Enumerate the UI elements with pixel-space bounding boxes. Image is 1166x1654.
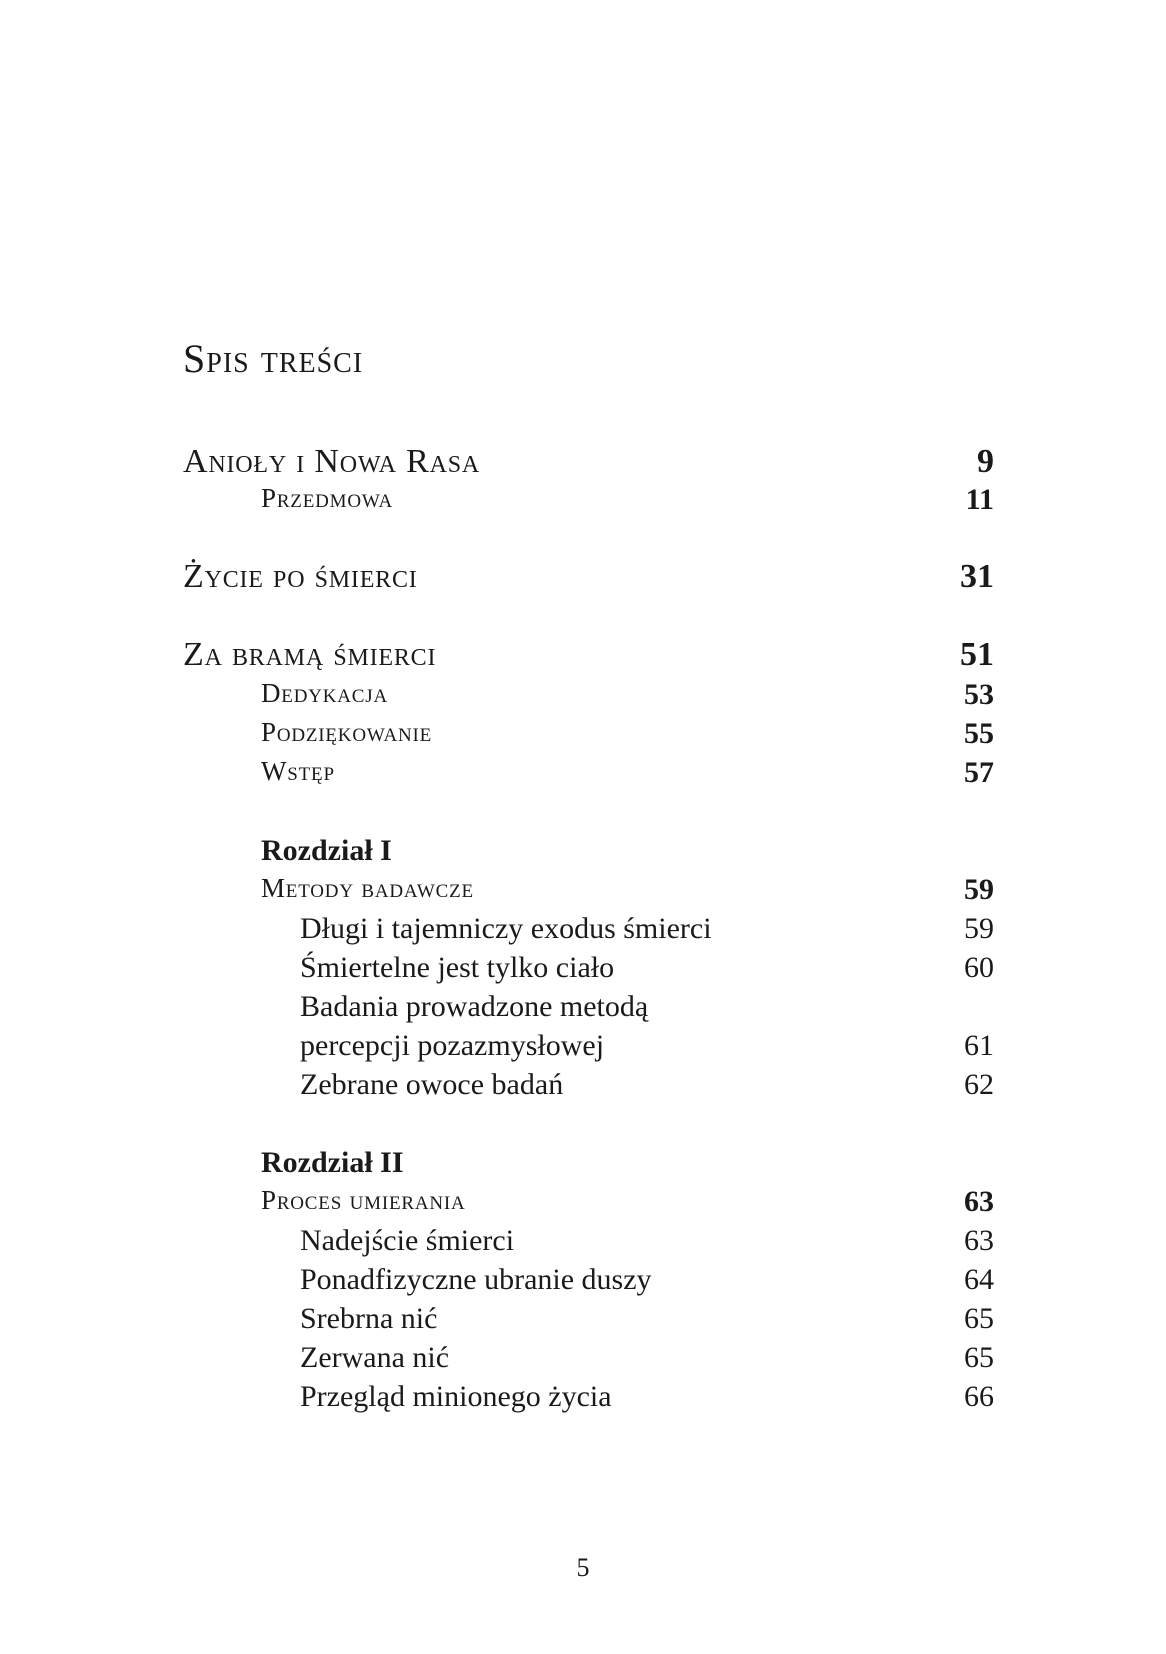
toc-entry-page: 61 bbox=[964, 1029, 994, 1062]
toc-entry-page: 9 bbox=[977, 443, 994, 480]
toc-entry-page: 51 bbox=[960, 636, 994, 673]
toc-entry-title: Metody badawcze bbox=[261, 873, 474, 903]
toc-entry-part[interactable] bbox=[0, 636, 1166, 676]
toc-entry-title: Nadejście śmierci bbox=[300, 1224, 515, 1257]
toc-entry-section[interactable] bbox=[0, 678, 1166, 718]
toc-entry-page: 63 bbox=[964, 1185, 994, 1218]
toc-entry-subsection[interactable] bbox=[0, 990, 1166, 1030]
toc-entry-title: percepcji pozazmysłowej bbox=[300, 1029, 605, 1062]
toc-entry-page: 59 bbox=[964, 912, 994, 945]
toc-entry-title: Za bramą śmierci bbox=[183, 636, 437, 673]
toc-entry-page: 65 bbox=[964, 1302, 994, 1335]
toc-entry-subsection[interactable] bbox=[0, 1029, 1166, 1069]
toc-chapter-heading bbox=[0, 834, 1166, 874]
toc-entry-page: 66 bbox=[964, 1380, 994, 1413]
toc-entry-page: 55 bbox=[964, 717, 994, 750]
toc-entry-title: Zebrane owoce badań bbox=[300, 1068, 564, 1101]
toc-entry-title: Badania prowadzone metodą bbox=[300, 990, 649, 1023]
toc-entry-page: 11 bbox=[965, 483, 994, 516]
toc-entry-section[interactable] bbox=[0, 756, 1166, 796]
toc-entry-page: 31 bbox=[960, 558, 994, 595]
toc-entry-subsection[interactable] bbox=[0, 1341, 1166, 1381]
toc-entry-page: 53 bbox=[964, 678, 994, 711]
toc-entry-part[interactable] bbox=[0, 558, 1166, 598]
toc-entry-title: Życie po śmierci bbox=[183, 558, 418, 595]
toc-entry-title: Anioły i Nowa Rasa bbox=[183, 443, 480, 480]
toc-entry-title: Przedmowa bbox=[261, 483, 393, 513]
toc-entry-title: Rozdział II bbox=[261, 1146, 404, 1179]
toc-entry-title: Ponadfizyczne ubranie duszy bbox=[300, 1263, 652, 1296]
toc-entry-title: Śmiertelne jest tylko ciało bbox=[300, 951, 615, 984]
toc-entry-page: 59 bbox=[964, 873, 994, 906]
toc-entry-subsection[interactable] bbox=[0, 1302, 1166, 1342]
toc-entry-page: 65 bbox=[964, 1341, 994, 1374]
toc-entry-page: 63 bbox=[964, 1224, 994, 1257]
toc-entry-page: 64 bbox=[964, 1263, 994, 1296]
page-title: Spis treści bbox=[183, 336, 364, 381]
toc-entry-title: Zerwana nić bbox=[300, 1341, 450, 1374]
toc-entry-subsection[interactable] bbox=[0, 1068, 1166, 1108]
toc-entry-title: Wstęp bbox=[261, 756, 335, 786]
page-number: 5 bbox=[576, 1553, 590, 1582]
toc-entry-page: 62 bbox=[964, 1068, 994, 1101]
toc-entry-section[interactable] bbox=[0, 483, 1166, 523]
toc-entry-title: Proces umierania bbox=[261, 1185, 466, 1215]
toc-entry-title: Rozdział I bbox=[261, 834, 392, 867]
toc-entry-title: Długi i tajemniczy exodus śmierci bbox=[300, 912, 712, 945]
toc-entry-subsection[interactable] bbox=[0, 951, 1166, 991]
toc-entry-title: Dedykacja bbox=[261, 678, 388, 708]
toc-entry-page: 60 bbox=[964, 951, 994, 984]
toc-entry-page: 57 bbox=[964, 756, 994, 789]
toc-entry-subsection[interactable] bbox=[0, 1263, 1166, 1303]
toc-entry-section[interactable] bbox=[0, 717, 1166, 757]
toc-entry-title: Podziękowanie bbox=[261, 717, 433, 747]
toc-entry-subsection[interactable] bbox=[0, 1380, 1166, 1420]
toc-entry-section[interactable] bbox=[0, 873, 1166, 913]
toc-chapter-heading bbox=[0, 1146, 1166, 1186]
toc-entry-title: Srebrna nić bbox=[300, 1302, 438, 1335]
toc-entry-subsection[interactable] bbox=[0, 912, 1166, 952]
toc-entry-section[interactable] bbox=[0, 1185, 1166, 1225]
toc-entry-subsection[interactable] bbox=[0, 1224, 1166, 1264]
toc-entry-title: Przegląd minionego życia bbox=[300, 1380, 612, 1413]
toc-entry-part[interactable] bbox=[0, 443, 1166, 483]
